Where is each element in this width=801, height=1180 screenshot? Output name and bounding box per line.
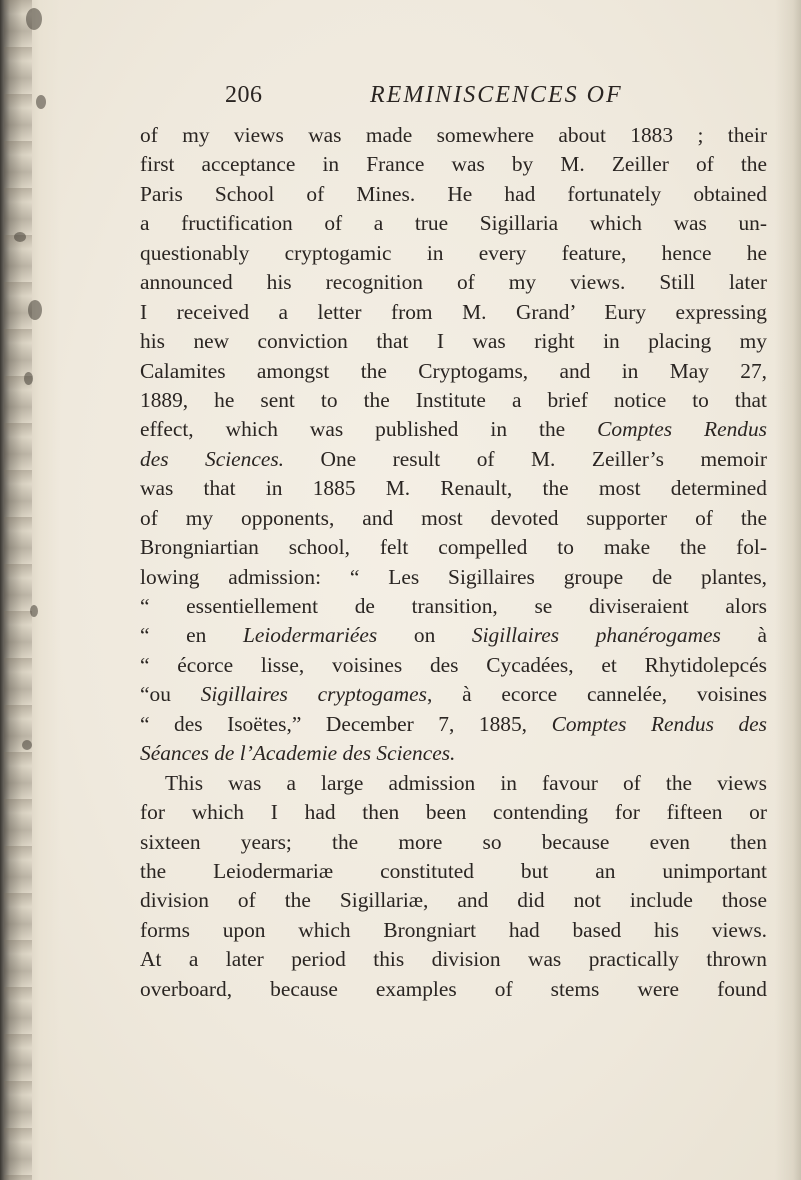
text-line	[140, 592, 767, 621]
ink-blot	[22, 740, 32, 750]
text-line	[140, 445, 767, 474]
text-run: At a later period this division was practically thrown	[140, 947, 767, 972]
text-run: Paris School of Mines. He had fortunately obtained	[140, 181, 767, 206]
ink-blot	[30, 605, 38, 617]
text-line	[140, 415, 767, 444]
text-run: of my opponents, and most devoted supporter of the	[140, 505, 767, 530]
text-line	[140, 121, 767, 150]
text-line	[140, 769, 767, 798]
text-run: sixteen years; the more so because even then	[140, 829, 767, 854]
text-run: of my views was made somewhere about 1883 ; their	[140, 123, 767, 147]
italic-text: Leiodermariées	[242, 623, 378, 648]
page-gutter-stain	[0, 0, 60, 1180]
text-line	[140, 504, 767, 533]
text-line	[140, 710, 767, 739]
text-line	[140, 533, 767, 562]
ink-blot	[14, 232, 26, 242]
text-run: à	[720, 623, 768, 648]
text-run: division of the Sigillariæ, and did not include those	[140, 888, 767, 913]
body-text	[140, 121, 767, 1004]
text-line	[140, 563, 767, 592]
text-line	[140, 357, 767, 386]
text-line	[140, 945, 767, 974]
text-line	[140, 798, 767, 827]
text-run: “ écorce lisse, voisines des Cycadées, et Rhytidolepcés	[140, 652, 767, 677]
text-line	[140, 327, 767, 356]
text-run: the Leiodermariæ constituted but an unimportant	[140, 858, 767, 883]
page-edge-shadow	[775, 0, 801, 1180]
italic-text: Sigillaires cryptogames	[200, 682, 427, 707]
ink-blot	[24, 372, 33, 385]
text-line	[140, 239, 767, 268]
text-run: a fructification of a true Sigillaria which was un-	[140, 211, 767, 236]
text-run: I received a letter from M. Grand’ Eury expressing	[140, 299, 767, 324]
text-run: was that in 1885 M. Renault, the most determined	[140, 476, 767, 501]
text-line	[140, 975, 767, 1004]
text-run: effect, which was published in the	[140, 417, 598, 442]
text-line	[140, 680, 767, 709]
text-line	[140, 739, 767, 768]
text-run: Brongniartian school, felt compelled to make the fol-	[140, 535, 767, 560]
text-run: One result of M. Zeiller’s memoir	[284, 446, 767, 471]
italic-text: Comptes Rendus	[597, 417, 767, 442]
text-line	[140, 651, 767, 680]
text-run: “ des Isoëtes,” December 7, 1885,	[140, 711, 552, 736]
running-head-title: REMINISCENCES OF	[370, 82, 623, 108]
text-run: , à ecorce cannelée, voisines	[426, 682, 768, 707]
text-run: his new conviction that I was right in placing my	[140, 329, 767, 354]
text-run: questionably cryptogamic in every feature, hence he	[140, 240, 767, 265]
text-run: forms upon which Brongniart had based his views.	[140, 917, 767, 942]
text-run: “ essentiellement de transition, se diviseraient alors	[140, 594, 767, 618]
page-number: 206	[225, 82, 263, 108]
italic-text: Sigillaires phanérogames	[471, 623, 721, 648]
text-run: 1889, he sent to the Institute a brief notice to that	[140, 387, 767, 412]
text-run: first acceptance in France was by M. Zeiller of the	[140, 152, 767, 177]
text-line	[140, 886, 767, 915]
text-run: Calamites amongst the Cryptogams, and in May 27,	[140, 358, 767, 383]
text-line	[140, 857, 767, 886]
text-run: This was a large admission in favour of the views	[165, 770, 767, 795]
text-line	[140, 916, 767, 945]
ink-blot	[26, 8, 42, 30]
text-run: “ en	[140, 623, 243, 648]
text-line	[140, 268, 767, 297]
text-line	[140, 621, 767, 650]
text-run: on	[377, 623, 472, 648]
text-line	[140, 150, 767, 179]
text-run: lowing admission: “ Les Sigillaires groupe de plantes,	[140, 564, 767, 589]
italic-text: des Sciences.	[140, 446, 285, 471]
text-line	[140, 209, 767, 238]
ink-blot	[28, 300, 42, 320]
text-line	[140, 474, 767, 503]
text-line	[140, 180, 767, 209]
text-line	[140, 298, 767, 327]
text-run: “ou	[140, 682, 201, 707]
text-run: for which I had then been contending for fifteen or	[140, 800, 767, 825]
text-run: announced his recognition of my views. Still later	[140, 270, 767, 295]
italic-text: Comptes Rendus des	[551, 711, 767, 736]
text-run: overboard, because examples of stems were found	[140, 976, 767, 1001]
ink-blot	[36, 95, 46, 109]
text-line	[140, 386, 767, 415]
italic-text: Séances de l’Academie des Sciences.	[140, 741, 456, 766]
text-line	[140, 828, 767, 857]
running-head	[225, 80, 625, 110]
